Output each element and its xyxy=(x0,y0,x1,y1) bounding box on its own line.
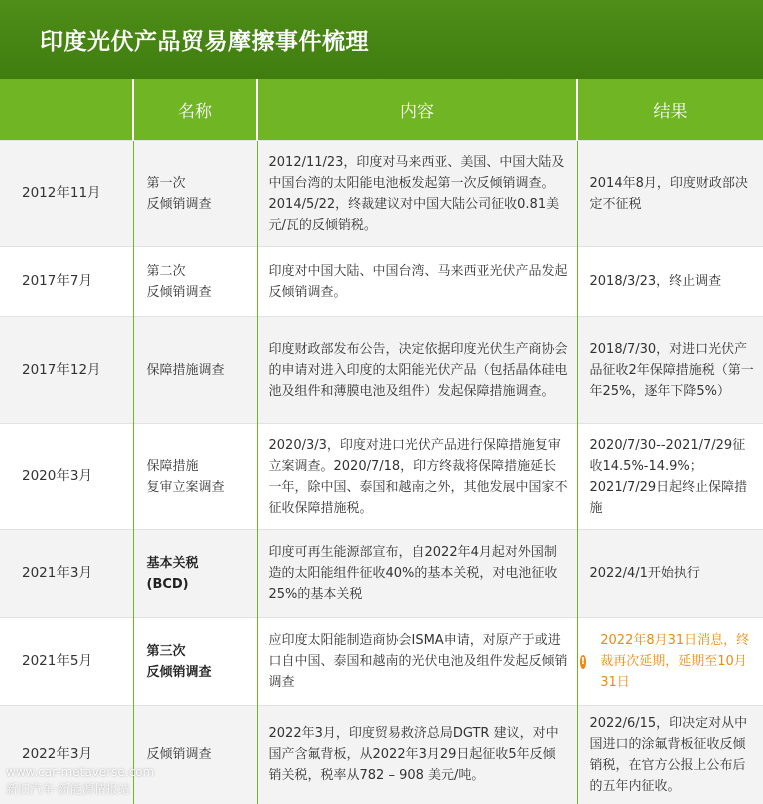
header-content: 内容 xyxy=(257,79,577,141)
warning-icon: ! xyxy=(580,655,586,667)
table-row xyxy=(0,317,763,424)
row-content: 2012/11/23，印度对马来西亚、美国、中国大陆及中国台湾的太阳能电池板发起第一次反倾销调查。2014/5/22，终裁建议对中国大陆公司征收0.81美元/瓦的反倾销税。 xyxy=(257,141,577,247)
watermark xyxy=(6,764,154,798)
row-date: 2021年5月 xyxy=(0,618,133,706)
watermark-site-name: 新旧汽车·新能源情报站 xyxy=(6,782,130,796)
watermark-url: www.car-metaverse.com xyxy=(6,765,155,779)
header-result: 结果 xyxy=(577,79,763,141)
row-date: 2017年7月 xyxy=(0,247,133,317)
table-row xyxy=(0,141,763,247)
row-result: 2022/6/15，印决定对从中国进口的涂氟背板征收反倾销税，在官方公报上公布后的五年内征收。 xyxy=(577,706,763,804)
row-result: 2018/3/23，终止调查 xyxy=(577,247,763,317)
row-content: 印度财政部发布公告，决定依据印度光伏生产商协会的申请对进入印度的太阳能光伏产品（包括晶体硅电池及组件和薄膜电池及组件）发起保障措施调查。 xyxy=(257,317,577,424)
row-content: 印度可再生能源部宣布，自2022年4月起对外国制造的太阳能组件征收40%的基本关税，对电池征收25%的基本关税 xyxy=(257,530,577,618)
row-date: 2017年12月 xyxy=(0,317,133,424)
row-name: 基本关税 (BCD) xyxy=(133,530,257,618)
row-date: 2021年3月 xyxy=(0,530,133,618)
row-date: 2020年3月 xyxy=(0,424,133,530)
row-date: 2012年11月 xyxy=(0,141,133,247)
row-content: 印度对中国大陆、中国台湾、马来西亚光伏产品发起反倾销调查。 xyxy=(257,247,577,317)
row-content: 应印度太阳能制造商协会ISMA申请，对原产于或进口自中国、泰国和越南的光伏电池及组件发起反倾销调查 xyxy=(257,618,577,706)
row-content: 2020/3/3，印度对进口光伏产品进行保障措施复审立案调查。2020/7/18，印方终裁将保障措施延长一年，除中国、泰国和越南之外，其他发展中国家不征收保障措施税。 xyxy=(257,424,577,530)
title-bar xyxy=(0,0,763,79)
trade-friction-table xyxy=(0,79,763,804)
header-row xyxy=(0,79,763,141)
row-name: 反倾销调查 xyxy=(133,706,257,804)
table-row xyxy=(0,530,763,618)
row-name: 保障措施 复审立案调查 xyxy=(133,424,257,530)
table-row xyxy=(0,424,763,530)
result-highlight-text: 2022年8月31日消息，终裁再次延期，延期至10月31日 xyxy=(600,633,750,690)
header-date xyxy=(0,79,133,141)
row-result: 2014年8月，印度财政部决定不征税 xyxy=(577,141,763,247)
row-name: 第二次 反倾销调查 xyxy=(133,247,257,317)
table-row xyxy=(0,618,763,706)
row-result-highlight xyxy=(577,618,763,706)
row-name: 第三次 反倾销调查 xyxy=(133,618,257,706)
row-date: 2022年3月 xyxy=(0,706,133,804)
table-row xyxy=(0,247,763,317)
row-name: 保障措施调查 xyxy=(133,317,257,424)
row-content: 2022年3月，印度贸易救济总局DGTR 建议，对中国产含氟背板，从2022年3月29日起征收5年反倾销关税，税率从782 – 908 美元/吨。 xyxy=(257,706,577,804)
row-name: 第一次 反倾销调查 xyxy=(133,141,257,247)
header-name: 名称 xyxy=(133,79,257,141)
row-result: 2022/4/1开始执行 xyxy=(577,530,763,618)
row-result: 2018/7/30，对进口光伏产品征收2年保障措施税（第一年25%，逐年下降5%） xyxy=(577,317,763,424)
page-title: 印度光伏产品贸易摩擦事件梳理 xyxy=(40,29,369,55)
result-highlight-wrap xyxy=(580,630,758,693)
row-result: 2020/7/30--2021/7/29征收14.5%-14.9%；2021/7/29日起终止保障措施 xyxy=(577,424,763,530)
